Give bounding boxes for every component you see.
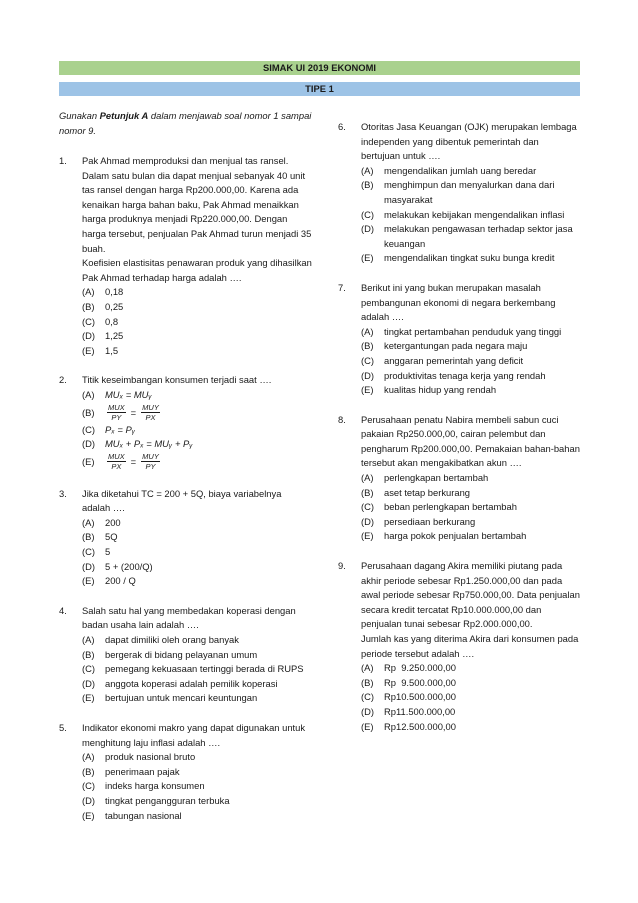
option-b[interactable]: (B) bergerak di bidang pelayanan umum [82, 648, 258, 660]
option-e[interactable]: (E) harga pokok penjualan bertambah [361, 530, 527, 542]
option-b[interactable]: (B) Rp 9.500.000,00 [361, 676, 456, 688]
question-number: 9. [338, 560, 346, 572]
fraction-expression: $\frac{\text{MUX}}{PX}$ = $\frac{\text{MUY}}{PY}$ [108, 452, 159, 472]
option-d[interactable]: (D) Rp11.500.000,00 [361, 705, 456, 717]
question-number: 6. [338, 121, 346, 132]
option-b[interactable]: (B) ketergantungan pada negara maju [361, 340, 528, 352]
option-e[interactable]: (E) 200 / Q [82, 575, 136, 587]
question-text: Salah satu hal yang membedakan koperasi dengan badan usaha lain adalah …. [82, 604, 296, 631]
exam-title-banner: SIMAK UI 2019 EKONOMI [59, 61, 580, 75]
question-number: 3. [59, 487, 67, 499]
option-c[interactable]: (C) melakukan kebijakan mengendalikan inflasi [361, 208, 565, 220]
question-text: Perusahaan penatu Nabira membeli sabun cuci pakaian Rp250.000,00, cairan pelembut dan pengharum Rp200.000,00. Pemakaian bahan-bahan tersebut akan mengakibatkan akun …. [361, 413, 580, 469]
question-text: Berikut ini yang bukan merupakan masalah pembangunan ekonomi di negara berkembang adalah …. [361, 281, 556, 323]
option-c[interactable]: (C) Pₓ = Pᵧ [82, 423, 136, 435]
question-8 [338, 413, 580, 544]
question-text: Titik keseimbangan konsumen terjadi saat …. [82, 374, 272, 386]
question-number: 8. [338, 413, 346, 425]
question-2 [59, 373, 312, 471]
question-text-2: Koefisien elastisitas penawaran produk yang dihasilkan Pak Ahmad terhadap harga adalah …. [82, 257, 312, 283]
option-c[interactable]: (C) pemegang kekuasaan tertinggi berada di RUPS [82, 663, 304, 675]
question-number: 5. [59, 722, 67, 733]
option-a[interactable]: (A) produk nasional bruto [82, 751, 196, 763]
option-a[interactable]: (A) Rp 9.250.000,00 [361, 662, 456, 674]
option-e[interactable]: (E) $\frac{\text{MUX}}{PX}$ = $\frac{\text{MUY}}{PY}$ [82, 452, 312, 472]
option-d[interactable]: (D) produktivitas tenaga kerja yang rendah [361, 369, 546, 381]
question-9 [338, 559, 580, 734]
option-d[interactable]: (D) persediaan berkurang [361, 515, 476, 527]
option-c[interactable]: (C) beban perlengkapan bertambah [361, 501, 517, 513]
question-text: Jika diketahui TC = 200 + 5Q, biaya variabelnya adalah …. [82, 487, 282, 514]
option-c[interactable]: (C) 0,8 [82, 315, 119, 327]
left-column [59, 108, 312, 838]
option-d[interactable]: (D) 5 + (200/Q) [82, 560, 153, 572]
option-c[interactable]: (C) Rp10.500.000,00 [361, 691, 456, 703]
option-b[interactable]: (B) 5Q [82, 531, 118, 543]
option-a[interactable]: (A) tingkat pertambahan penduduk yang tinggi [361, 325, 562, 337]
question-number: 2. [59, 374, 67, 386]
exam-type-banner: TIPE 1 [59, 82, 580, 96]
option-e[interactable]: (E) mengendalikan tingkat suku bunga kredit [361, 252, 555, 264]
option-b[interactable]: (B) aset tetap berkurang [361, 486, 470, 498]
question-text: Otoritas Jasa Keuangan (OJK) merupakan lembaga independen yang dibentuk pemerintah dan bertujuan untuk …. [361, 121, 577, 162]
option-d[interactable]: (D) 1,25 [82, 330, 124, 342]
question-text: Perusahaan dagang Akira memiliki piutang pada akhir periode sebesar Rp1.250.000,00 dan pada awal periode sebesar Rp750.000,00. Data penjualan secara kredit tercatat Rp10.000.000,00 dan penjualan tunai sebesar Rp2.000.000,00. [361, 560, 580, 630]
option-b[interactable]: (B) $\frac{\text{MUX}}{PY}$ = $\frac{\text{MUY}}{PX}$ [82, 403, 312, 423]
option-d[interactable]: (D) anggota koperasi adalah pemilik koperasi [82, 677, 278, 689]
option-a[interactable]: (A) MUₓ = MUᵧ [82, 388, 152, 400]
option-c[interactable]: (C) anggaran pemerintah yang deficit [361, 354, 524, 366]
right-column [338, 120, 580, 749]
option-d[interactable]: (D) MUₓ + Pₓ = MUᵧ + Pᵧ [82, 438, 193, 450]
option-e[interactable]: (E) tabungan nasional [82, 809, 182, 821]
option-c[interactable]: (C) 5 [82, 546, 111, 558]
question-text: Indikator ekonomi makro yang dapat digunakan untuk menghitung laju inflasi adalah …. [82, 722, 306, 748]
option-b[interactable]: (B) penerimaan pajak [82, 765, 180, 777]
option-e[interactable]: (E) bertujuan untuk mencari keuntungan [82, 692, 258, 704]
option-b[interactable]: (B) menghimpun dan menyalurkan dana dari masyarakat [361, 179, 555, 205]
question-number: 1. [59, 155, 67, 166]
option-e[interactable]: (E) 1,5 [82, 344, 119, 356]
question-text: Pak Ahmad memproduksi dan menjual tas ransel. Dalam satu bulan dia dapat menjual sebanyak 40 unit tas ransel dengan harga Rp200.000,00. Karena ada kenaikan harga bahan baku, Pak Ahmad menaikkan harga produknya menjadi Rp220.000,00. Dengan harga tersebut, penjualan Pak Ahmad turun menjadi 35 buah. [82, 155, 312, 254]
question-5 [59, 721, 312, 823]
question-4 [59, 604, 312, 706]
option-e[interactable]: (E) Rp12.500.000,00 [361, 720, 456, 732]
option-a[interactable]: (A) 0,18 [82, 286, 124, 298]
option-a[interactable]: (A) dapat dimiliki oleh orang banyak [82, 634, 239, 646]
question-number: 4. [59, 604, 67, 616]
question-3 [59, 487, 312, 589]
option-d[interactable]: (D) melakukan pengawasan terhadap sektor jasa keuangan [361, 223, 573, 249]
option-e[interactable]: (E) kualitas hidup yang rendah [361, 384, 497, 396]
question-number: 7. [338, 281, 346, 293]
option-a[interactable]: (A) mengendalikan jumlah uang beredar [361, 164, 537, 176]
option-a[interactable]: (A) 200 [82, 516, 121, 528]
question-1 [59, 154, 312, 358]
question-text-2: Jumlah kas yang diterima Akira dari konsumen pada periode tersebut adalah …. [361, 633, 579, 659]
option-c[interactable]: (C) indeks harga konsumen [82, 780, 205, 792]
option-b[interactable]: (B) 0,25 [82, 300, 124, 312]
question-6 [338, 120, 580, 266]
question-7 [338, 281, 580, 398]
option-a[interactable]: (A) perlengkapan bertambah [361, 472, 489, 484]
fraction-expression: $\frac{\text{MUX}}{PY}$ = $\frac{\text{MUY}}{PX}$ [108, 403, 159, 422]
instructions: Gunakan Petunjuk A dalam menjawab soal nomor 1 sampai nomor 9. [59, 110, 312, 136]
option-d[interactable]: (D) tingkat pengangguran terbuka [82, 794, 230, 806]
